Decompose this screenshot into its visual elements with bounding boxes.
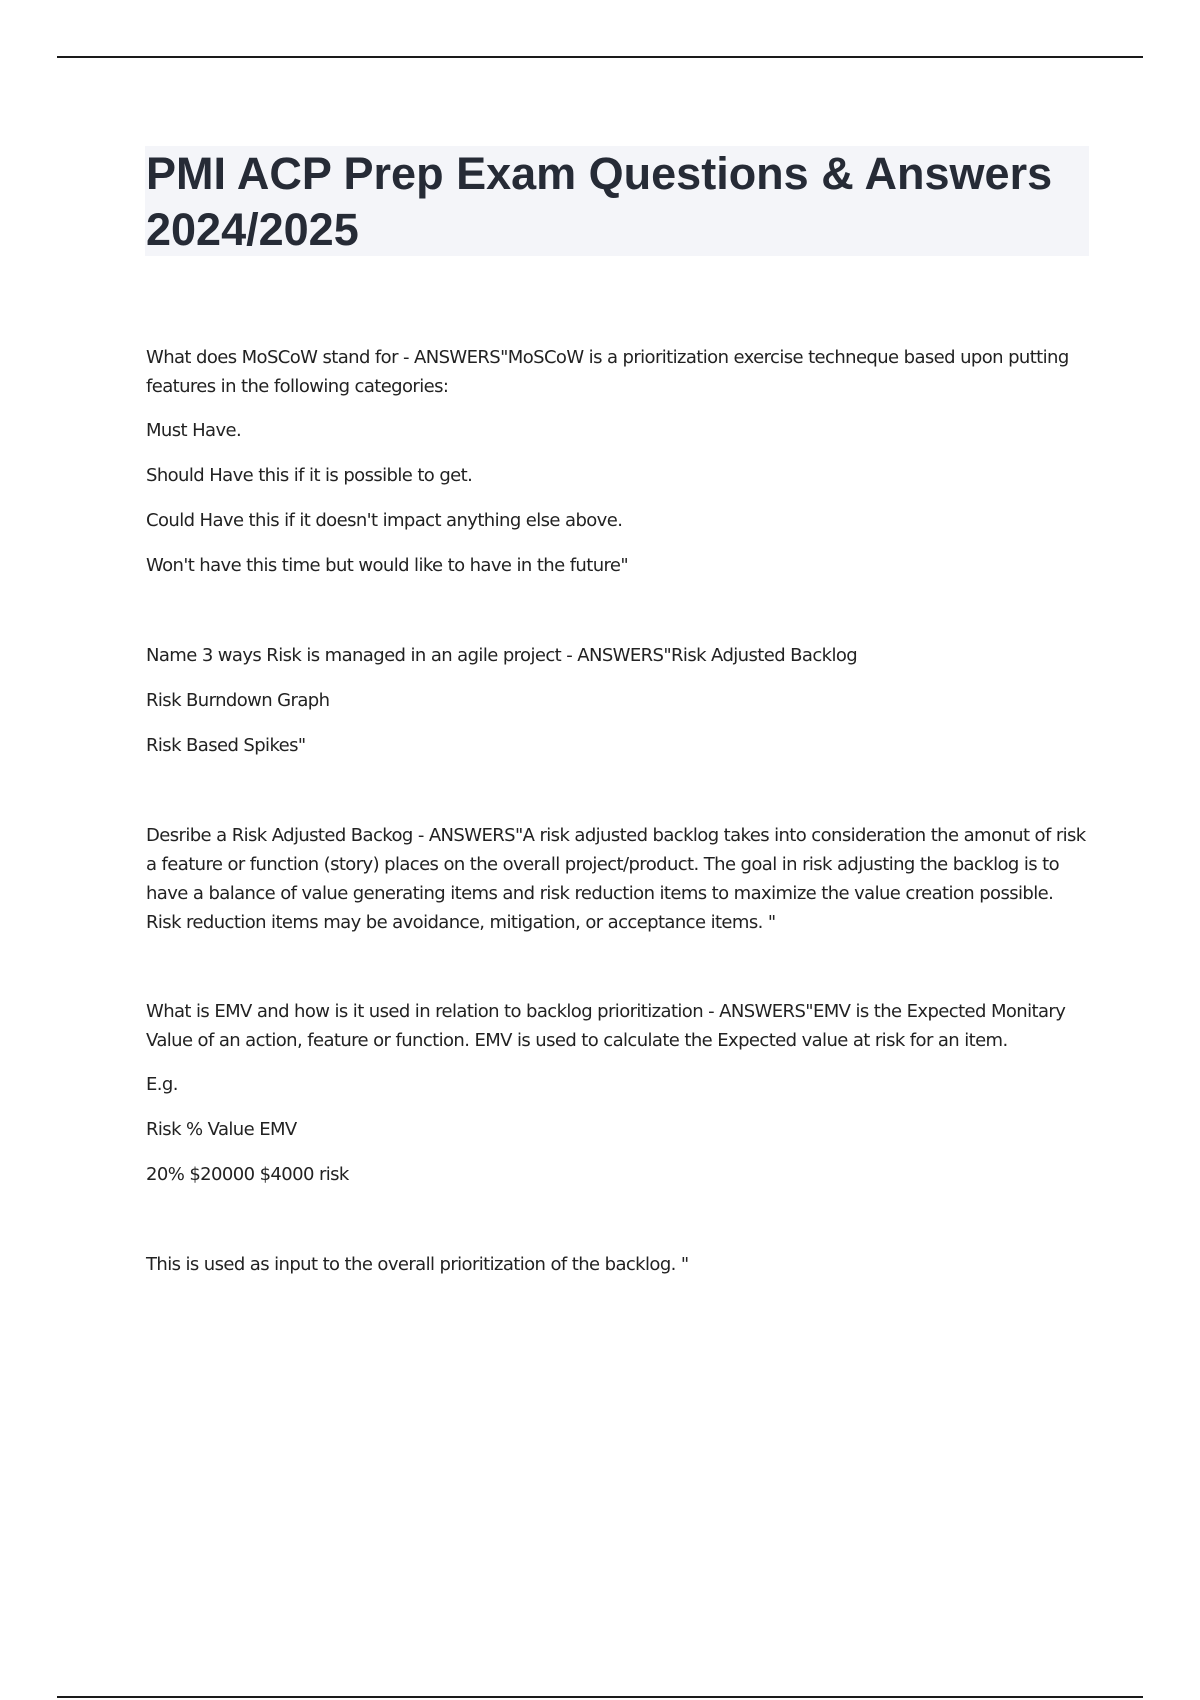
qa-item-emv [146,997,1086,1280]
qa-item-risk-management [146,641,1086,761]
qa-answer-line: Should Have this if it is possible to get. [146,465,473,486]
qa-question: What does MoSCoW stand for - ANSWERS"MoSCoW is a prioritization exercise techneque based upon putting features in the following categories: [146,347,1069,397]
qa-answer-line: E.g. [146,1074,178,1095]
qa-item-risk-adjusted-backlog [146,821,1086,937]
qa-answer-line: Won't have this time but would like to have in the future" [146,555,629,576]
qa-answer-line: 20% $20000 $4000 risk [146,1164,349,1185]
qa-answer-line: Risk % Value EMV [146,1119,297,1140]
qa-question: Name 3 ways Risk is managed in an agile project - ANSWERS"Risk Adjusted Backlog [146,645,858,666]
document-body [146,343,1086,1280]
bottom-rule [57,1696,1143,1698]
qa-answer-line: Risk Based Spikes" [146,735,306,756]
qa-question: Desribe a Risk Adjusted Backog - ANSWERS"A risk adjusted backlog takes into consideration the amonut of risk a feature or function (story) places on the overall project/product. The goal in risk adjusting the backlog is to have a balance of value generating items and risk reduction items to maximize the value creation possible. Risk reduction items may be avoidance, mitigation, or acceptance items. " [146,825,1086,933]
qa-answer-line: Must Have. [146,420,242,441]
qa-answer-line: Could Have this if it doesn't impact anything else above. [146,510,623,531]
qa-question: What is EMV and how is it used in relation to backlog prioritization - ANSWERS"EMV is the Expected Monitary Value of an action, feature or function. EMV is used to calculate the Expected value at risk for an item. [146,1001,1066,1051]
qa-answer-line: Risk Burndown Graph [146,690,330,711]
top-rule [57,56,1143,58]
document-title: PMI ACP Prep Exam Questions & Answers 2024/2025 [146,148,1053,255]
qa-answer-closing: This is used as input to the overall prioritization of the backlog. " [146,1254,689,1275]
qa-item-moscow [146,343,1086,581]
